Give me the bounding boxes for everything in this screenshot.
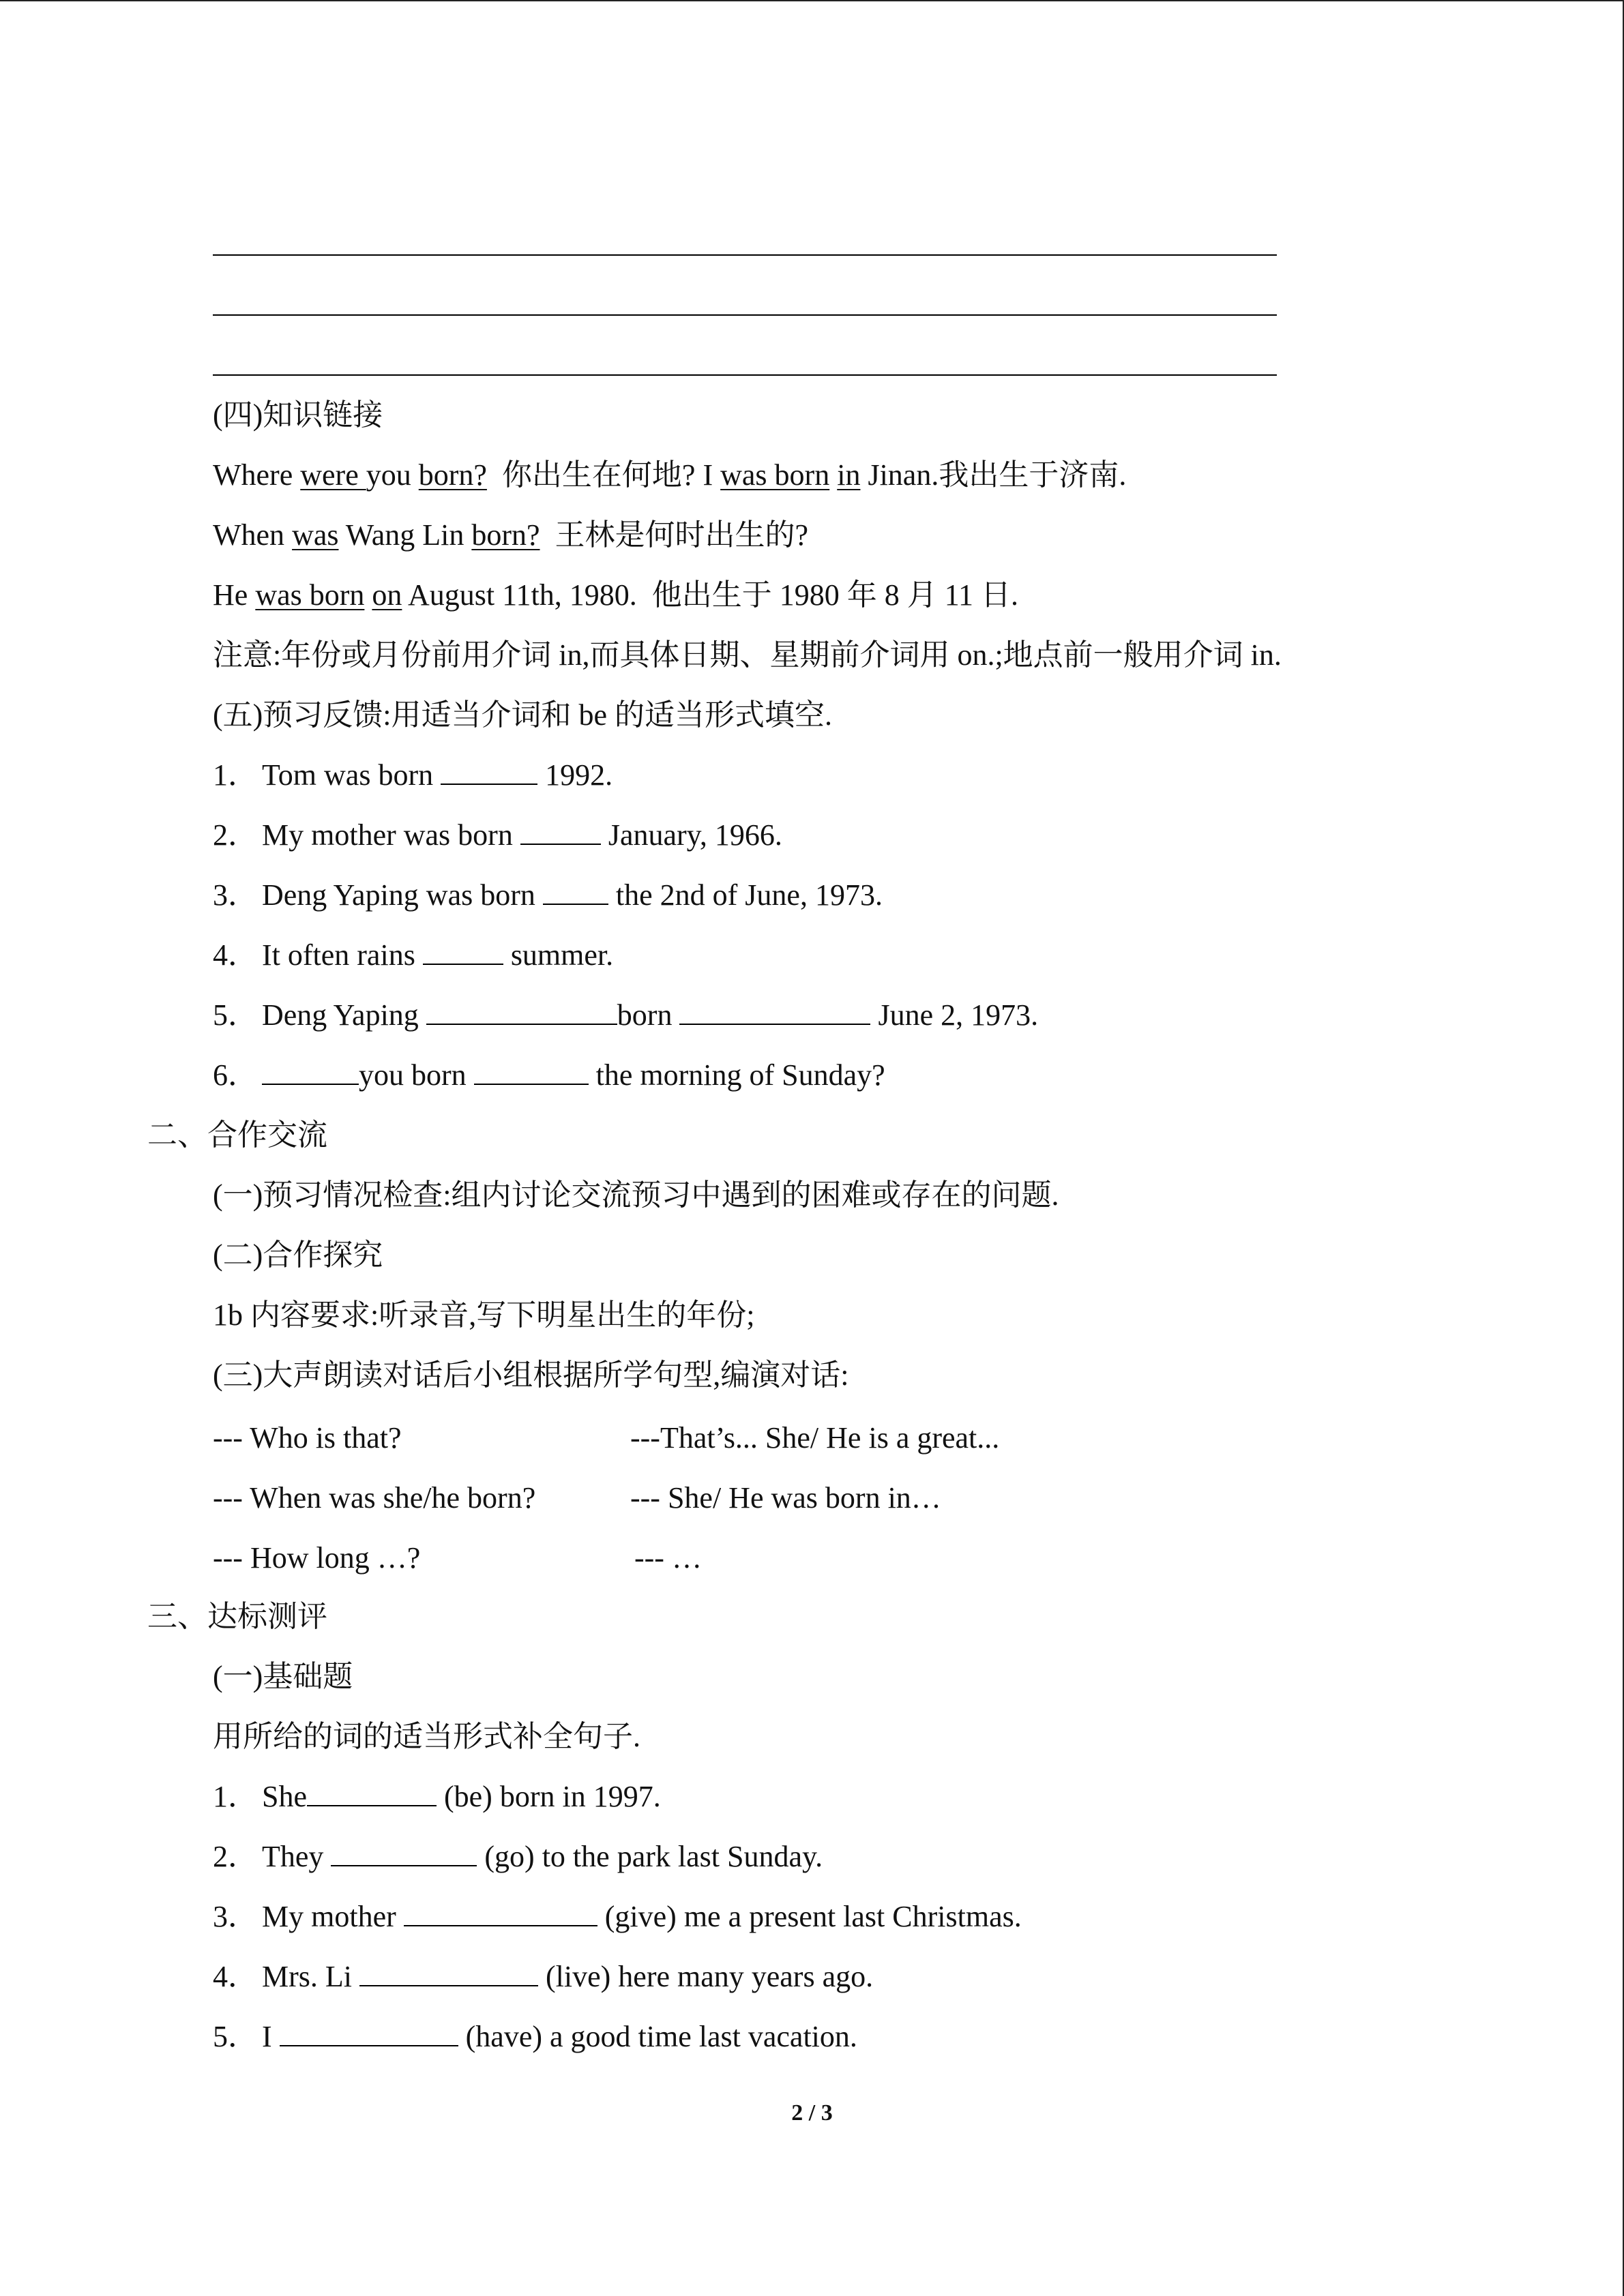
answer-line	[213, 314, 1277, 316]
fill-blank[interactable]	[474, 1056, 589, 1085]
page-top-border	[0, 0, 1624, 1]
subsection-title: (二)合作探究	[213, 1238, 383, 1272]
fill-blank[interactable]	[543, 876, 608, 905]
exercise-item: 4． It often rains summer.	[213, 936, 613, 975]
exercise-item: 3． Deng Yaping was born the 2nd of June, 1973.	[213, 876, 883, 915]
fill-blank[interactable]	[423, 936, 503, 965]
fill-blank[interactable]	[307, 1778, 437, 1806]
dialog-answer: --- She/ He was born in…	[630, 1481, 941, 1515]
section-title: (五)预习反馈:用适当介词和 be 的适当形式填空.	[213, 698, 833, 732]
fill-blank[interactable]	[426, 996, 617, 1025]
example-sentence: Where were you born? 你出生在何地? I was born in Jinan.我出生于济南.	[213, 458, 1127, 492]
fill-blank[interactable]	[679, 996, 870, 1025]
exercise-item: 3． My mother (give) me a present last Christmas.	[213, 1897, 1022, 1937]
exercise-item: 1． She (be) born in 1997.	[213, 1777, 661, 1817]
exercise-item: 2． My mother was born January, 1966.	[213, 816, 782, 855]
part-heading: 二、合作交流	[147, 1118, 327, 1152]
instruction: 用所给的词的适当形式补全句子.	[213, 1720, 640, 1753]
task-description: 1b 内容要求:听录音,写下明星出生的年份;	[213, 1298, 755, 1332]
fill-blank[interactable]	[441, 756, 537, 785]
exercise-item: 5． I (have) a good time last vacation.	[213, 2017, 857, 2057]
page-number: 2 / 3	[791, 2100, 833, 2126]
exercise-item: 5． Deng Yaping born June 2, 1973.	[213, 996, 1038, 1035]
dialog-question: --- How long …?	[213, 1541, 421, 1575]
exercise-item: 1． Tom was born 1992.	[213, 756, 612, 795]
dialog-question: --- Who is that?	[213, 1421, 402, 1455]
dialog-answer: ---That’s... She/ He is a great...	[630, 1421, 1000, 1455]
subsection-title: (三)大声朗读对话后小组根据所学句型,编演对话:	[213, 1358, 849, 1392]
dialog-answer: --- …	[634, 1541, 702, 1575]
fill-blank[interactable]	[359, 1958, 538, 1986]
fill-blank[interactable]	[404, 1898, 597, 1926]
fill-blank[interactable]	[262, 1056, 359, 1085]
answer-line	[213, 374, 1277, 376]
answer-line	[213, 254, 1277, 256]
example-sentence: When was Wang Lin born? 王林是何时出生的?	[213, 518, 809, 552]
dialog-question: --- When was she/he born?	[213, 1481, 536, 1515]
section-title: (四)知识链接	[213, 398, 383, 432]
subsection-title: (一)预习情况检查:组内讨论交流预习中遇到的困难或存在的问题.	[213, 1178, 1059, 1212]
fill-blank[interactable]	[331, 1838, 477, 1866]
fill-blank[interactable]	[280, 2018, 458, 2046]
exercise-item: 6． you born the morning of Sunday?	[213, 1056, 885, 1095]
fill-blank[interactable]	[520, 816, 601, 845]
exercise-item: 2． They (go) to the park last Sunday.	[213, 1837, 823, 1877]
exercise-item: 4． Mrs. Li (live) here many years ago.	[213, 1957, 873, 1997]
subsection-title: (一)基础题	[213, 1660, 353, 1693]
part-heading: 三、达标测评	[147, 1600, 327, 1633]
grammar-note: 注意:年份或月份前用介词 in,而具体日期、星期前介词用 on.;地点前一般用介词 in.	[213, 638, 1282, 672]
example-sentence: He was born on August 11th, 1980. 他出生于 1980 年 8 月 11 日.	[213, 578, 1019, 612]
